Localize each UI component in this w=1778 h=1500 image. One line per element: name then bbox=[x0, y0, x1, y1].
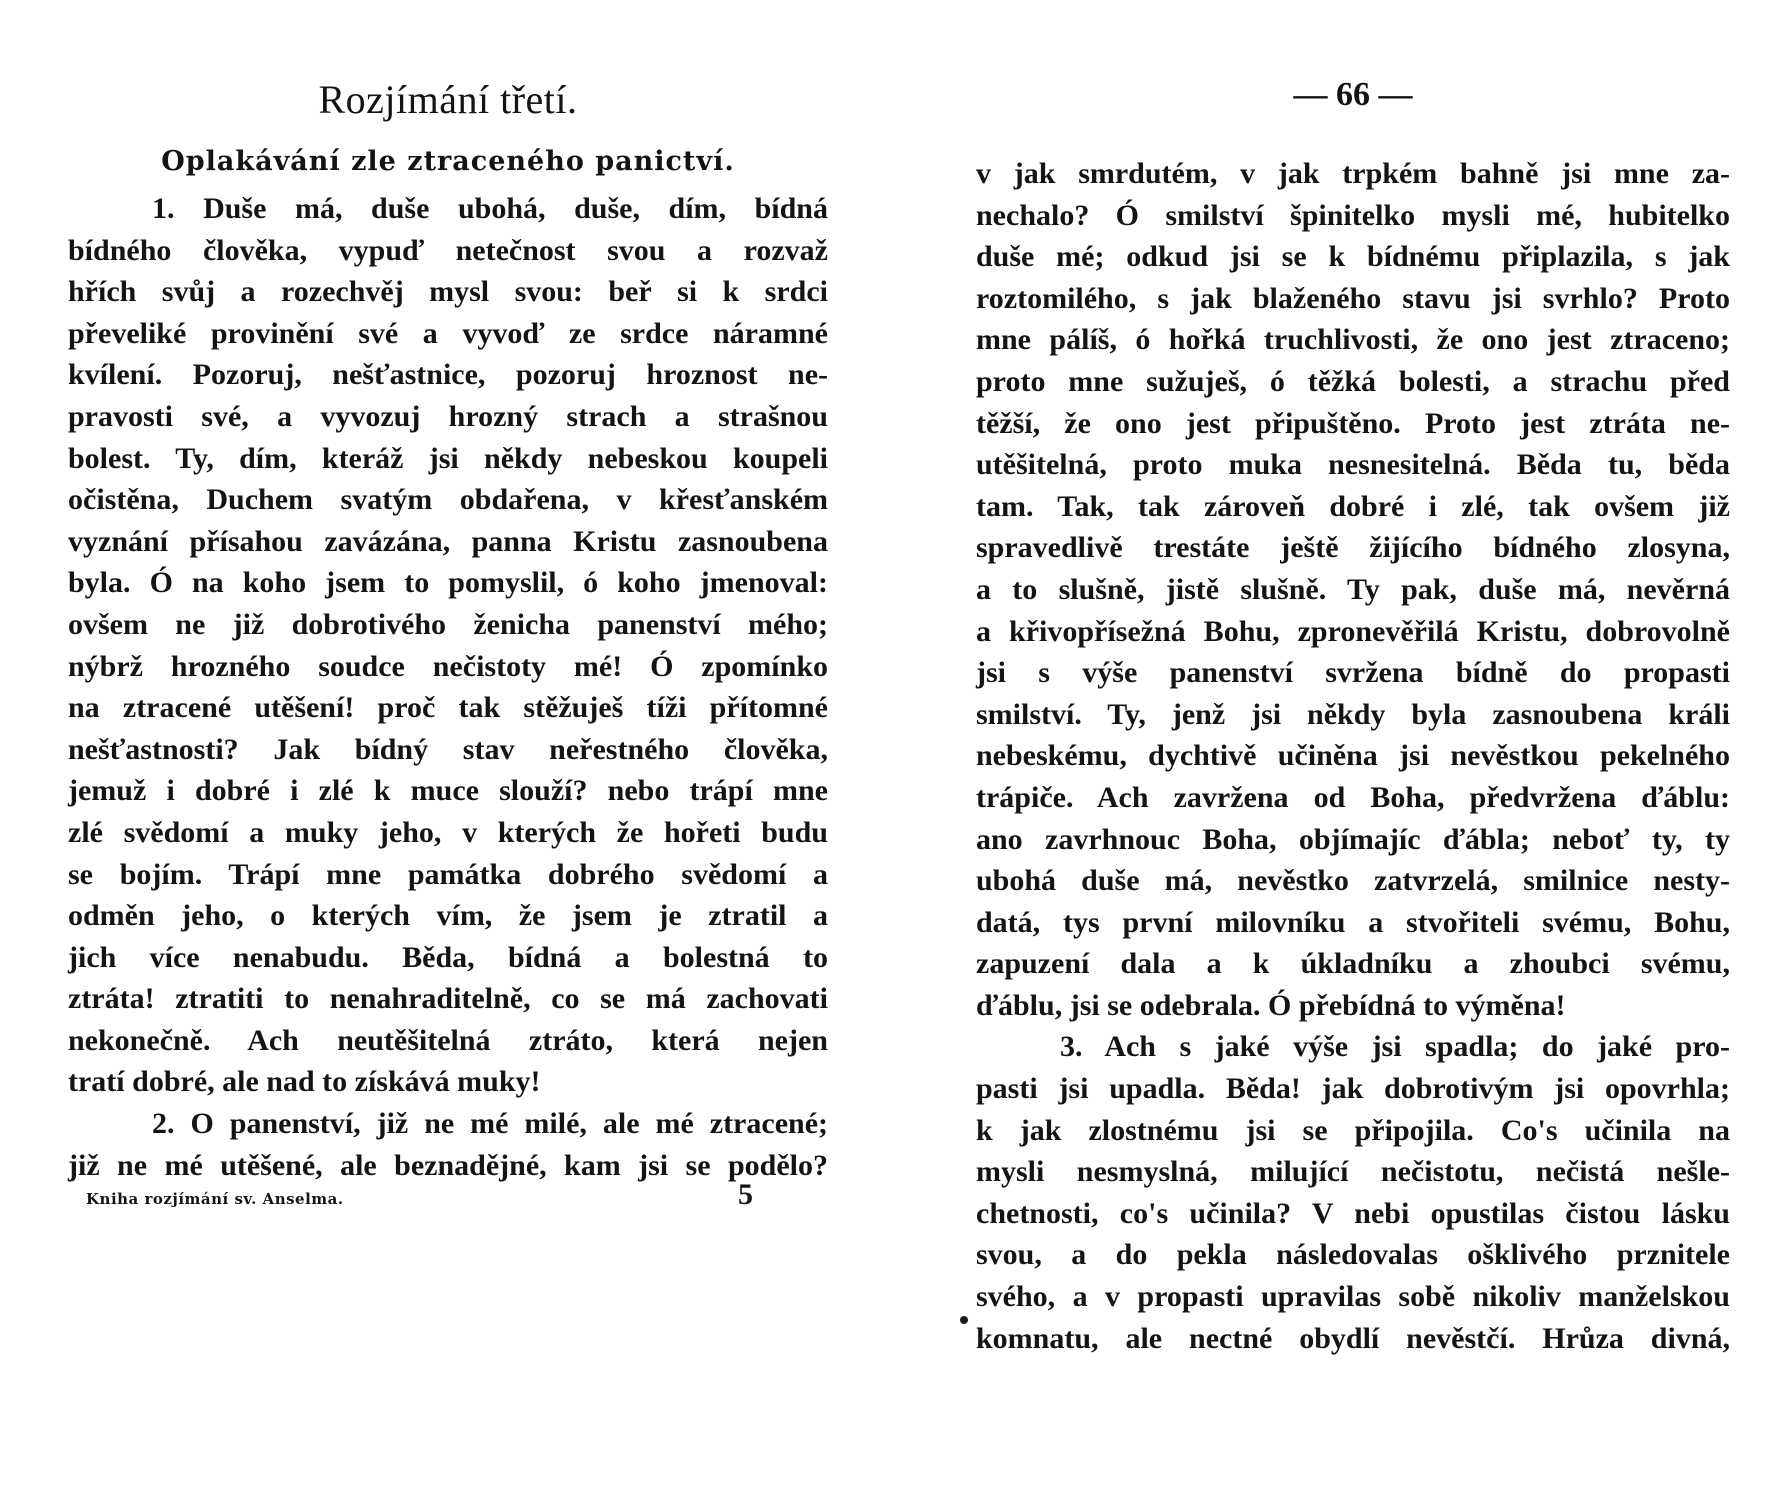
right-text-block bbox=[976, 153, 1730, 1359]
text-line: těžší, že ono jest připuštěno. Proto jest ztráta ne- bbox=[976, 406, 1730, 440]
text-line: kvílení. Pozoruj, nešťastnice, pozoruj hroznost ne- bbox=[68, 358, 828, 392]
text-line: byla. Ó na koho jsem to pomyslil, ó koho jmenoval: bbox=[68, 566, 828, 600]
text-line: nebeskému, dychtivě učiněna jsi nevěstkou pekelného bbox=[976, 739, 1730, 773]
page-number: — 66 — bbox=[1293, 76, 1413, 113]
text-line: ďáblu, jsi se odebrala. Ó přebídná to výměna! bbox=[976, 988, 1566, 1022]
signature-mark: 5 bbox=[738, 1178, 753, 1211]
text-line: bídného člověka, vypuď netečnost svou a rozvaž bbox=[68, 233, 828, 267]
section-title: Oplakávání zle ztraceného panictví. bbox=[161, 146, 735, 177]
text-line: utěšitelná, proto muka nesnesitelná. Běda tu, běda bbox=[976, 448, 1730, 482]
text-line: spravedlivě trestáte ještě žijícího bídného zlosyna, bbox=[976, 531, 1730, 565]
text-line: očistěna, Duchem svatým obdařena, v křesťanském bbox=[68, 483, 828, 517]
text-line: převeliké provinění své a vyvoď ze srdce náramné bbox=[68, 316, 828, 350]
text-line: v jak smrdutém, v jak trpkém bahně jsi mne za- bbox=[976, 157, 1730, 190]
text-line: mysli nesmyslná, milující nečistotu, nečistá nešle- bbox=[976, 1155, 1730, 1189]
chapter-title: Rozjímání třetí. bbox=[318, 77, 578, 122]
text-line: bolest. Ty, dím, kteráž jsi někdy nebeskou koupeli bbox=[68, 441, 828, 475]
text-line: jich více nenabudu. Běda, bídná a bolestná to bbox=[68, 940, 828, 974]
text-line: smilství. Ty, jenž jsi někdy byla zasnoubena králi bbox=[976, 697, 1730, 731]
text-line: svého, a v propasti upravilas sobě nikoliv manželskou bbox=[976, 1280, 1730, 1314]
text-line: nýbrž hrozného soudce nečistoty mé! Ó zpomínko bbox=[68, 649, 828, 683]
text-line: nešťastnosti? Jak bídný stav neřestného člověka, bbox=[68, 732, 828, 766]
text-line: se bojím. Trápí mne památka dobrého svědomí a bbox=[68, 857, 828, 891]
text-line: 3. Ach s jaké výše jsi spadla; do jaké pro- bbox=[1060, 1030, 1730, 1064]
text-line: hřích svůj a rozechvěj mysl svou: beř si k srdci bbox=[68, 275, 828, 309]
text-line: ano zavrhnouc Boha, objímajíc ďábla; neboť ty, ty bbox=[976, 822, 1730, 856]
text-line: komnatu, ale nectné obydlí nevěstčí. Hrůza divná, bbox=[976, 1321, 1730, 1355]
text-line: jsi s výše panenství svržena bídně do propasti bbox=[976, 656, 1730, 690]
left-text-block bbox=[68, 188, 828, 1186]
text-line: nekonečně. Ach neutěšitelná ztráto, která nejen bbox=[68, 1023, 828, 1057]
text-line: tam. Tak, tak zároveň dobré i zlé, tak ovšem již bbox=[976, 489, 1730, 523]
text-line: a to slušně, jistě slušně. Ty pak, duše má, nevěrná bbox=[976, 572, 1730, 606]
text-line: 2. O panenství, již ne mé milé, ale mé ztracené; bbox=[152, 1107, 828, 1141]
text-line: odměn jeho, o kterých vím, že jsem je ztratil a bbox=[68, 899, 828, 933]
text-line: jemuž i dobré i zlé k muce slouží? nebo trápí mne bbox=[68, 774, 828, 808]
text-line: vyznání přísahou zavázána, panna Kristu zasnoubena bbox=[68, 524, 828, 558]
text-line: pasti jsi upadla. Běda! jak dobrotivým jsi opovrhla; bbox=[976, 1072, 1730, 1106]
text-line: chetnosti, co's učinila? V nebi opustilas čistou lásku bbox=[976, 1196, 1730, 1230]
text-line: a křivopřísežná Bohu, zpronevěřilá Kristu, dobrovolně bbox=[976, 614, 1730, 648]
text-line: nechalo? Ó smilství špinitelko mysli mé, hubitelko bbox=[976, 198, 1730, 232]
text-line: ovšem ne již dobrotivého ženicha panenství mého; bbox=[68, 607, 828, 641]
footer-note: Kniha rozjímání sv. Anselma. bbox=[86, 1190, 344, 1208]
text-line: na ztracené utěšení! proč tak stěžuješ tíži přítomné bbox=[68, 691, 828, 725]
text-line: duše mé; odkud jsi se k bídnému připlazila, s jak bbox=[976, 240, 1730, 274]
text-line: mne pálíš, ó hořká truchlivosti, že ono jest ztraceno; bbox=[976, 323, 1730, 357]
text-line: k jak zlostnému jsi se připojila. Co's učinila na bbox=[976, 1113, 1730, 1147]
ink-speck-icon bbox=[959, 1315, 969, 1325]
text-line: datá, tys první milovníku a stvořiteli svému, Bohu, bbox=[976, 905, 1730, 939]
text-line: pravosti své, a vyvozuj hrozný strach a strašnou bbox=[68, 399, 828, 433]
text-line: zlé svědomí a muky jeho, v kterých že hořeti budu bbox=[68, 815, 828, 849]
text-line: zapuzení dala a k úkladníku a zhoubci svému, bbox=[976, 947, 1730, 981]
text-line: trápiče. Ach zavržena od Boha, předvržena ďáblu: bbox=[976, 780, 1730, 814]
text-line: ztráta! ztratiti to nenahraditelně, co se má zachovati bbox=[68, 982, 828, 1016]
text-line: ubohá duše má, nevěstko zatvrzelá, smilnice nesty- bbox=[976, 864, 1730, 898]
text-line: roztomilého, s jak blaženého stavu jsi svrhlo? Proto bbox=[976, 281, 1730, 315]
text-line: již ne mé utěšené, ale beznadějné, kam jsi se podělo? bbox=[68, 1148, 828, 1182]
text-line: proto mne sužuješ, ó těžká bolesti, a strachu před bbox=[976, 364, 1730, 398]
text-line: svou, a do pekla následovalas ošklivého prznitele bbox=[976, 1238, 1730, 1272]
text-line: 1. Duše má, duše ubohá, duše, dím, bídná bbox=[152, 192, 828, 225]
text-line: tratí dobré, ale nad to získává muky! bbox=[68, 1065, 541, 1099]
